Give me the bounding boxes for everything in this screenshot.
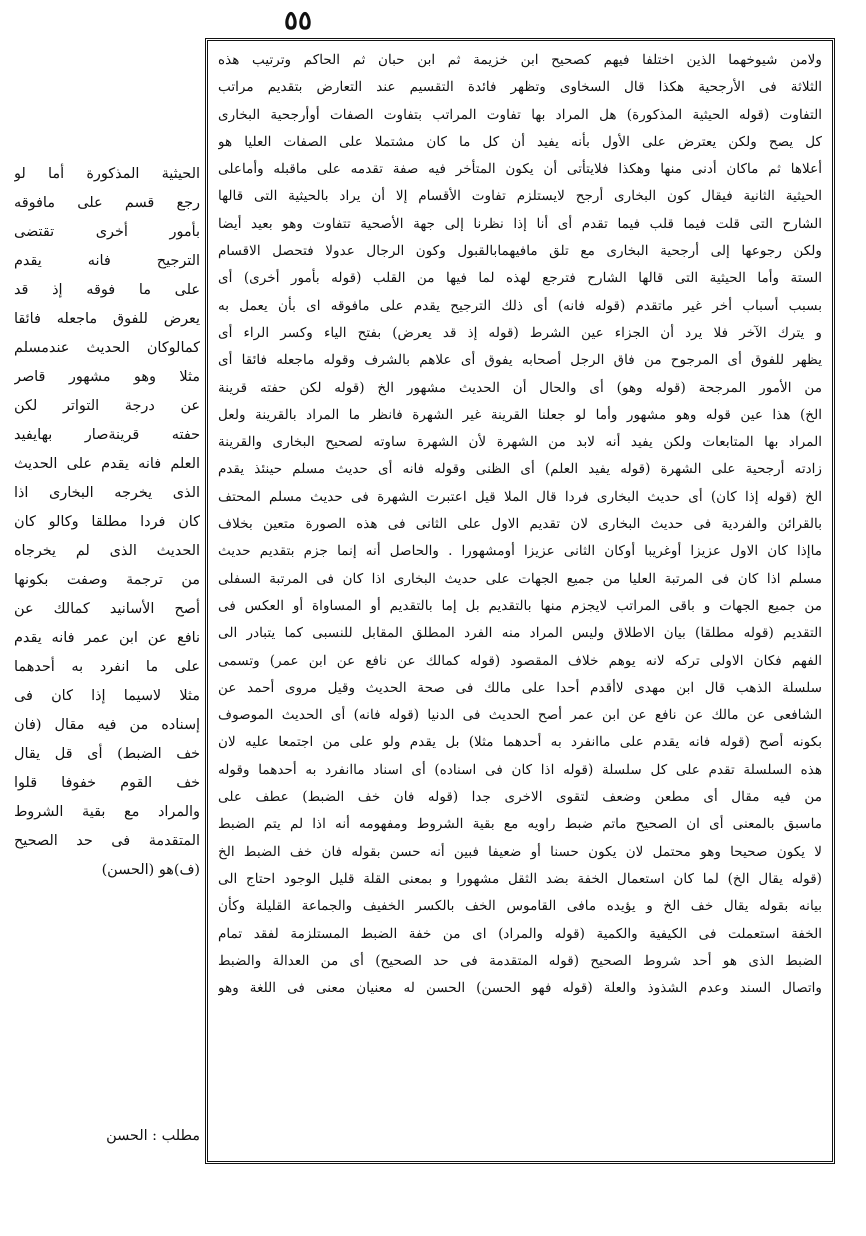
text-line <box>218 1002 822 1029</box>
text-line: الشارح التى قلت فيما قلب فيما تقدم أى أنا إذا نظرنا إلى جهة الأصحية تتفاوت وهو بعيد أيضا <box>218 215 822 232</box>
margin-line: الذى يخرجه البخارى اذا <box>14 485 200 501</box>
margin-line: والمراد مع بقية الشروط <box>14 804 200 820</box>
text-line: من جميع الجهات و باقى المراتب لايجزم منها بالتقديم بل إما بالتقديم أو المساواة أو العكس فى <box>218 597 822 614</box>
text-line: بالقرائن والفردية فى حديث البخارى لان تقديم الاول على الثانى فى هذه الصورة متعين بخلاف <box>218 516 822 533</box>
text-line: و يترك الآخر فلا يرد أن الجزاء عين الشرط (قوله إذ قد يعرض) بفتح الياء وكسر الراء أى <box>218 324 822 341</box>
margin-line: نافع عن ابن عمر فانه يقدم <box>14 630 200 646</box>
text-line: الشافعى عن مالك عن نافع عن ابن عمر أصح الحديث فى الدنيا (قوله فانه) أى الحديث الموصوف <box>218 707 822 724</box>
text-line: الخ) هذا عين قوله وهو مشهور وأما لو جعلنا القرينة غير الشهرة فانظر ما المراد بالقرينة ولعل <box>218 406 822 423</box>
main-commentary <box>218 47 822 1139</box>
margin-line: أصح الأسانيد كمالك عن <box>14 601 200 617</box>
margin-line: مثلا لاسيما إذا كان فى <box>14 688 200 704</box>
text-line: ولامن شيوخهما الذين اختلفا فيهم كصحيح ابن خزيمة ثم ابن حبان ثم الحاكم وترتيب هذه <box>218 52 822 68</box>
text-line: ولكن رجوعها إلى أرجحية البخارى مع تلق مافيهمابالقبول وكون الرجال عدولا فتحصل الاقسام <box>218 243 822 260</box>
margin-line: خف القوم خفوفا قلوا <box>14 775 200 791</box>
margin-line: العلم فانه يقدم على الحديث <box>14 456 200 472</box>
text-line: أعلاها ثم ماكان أدنى منها وهكذا فلايتأتى أن يكون المتأخر فيه صفة تقدمه على ماقبله وأماعلى <box>218 161 822 178</box>
text-line: الخفة استعملت فى الكيفية والكمية (قوله والمراد) اى من خفة الضبط المستلزمة لفقد تمام <box>218 925 822 942</box>
margin-line: (ف)هو (الحسن) <box>101 862 200 878</box>
text-line <box>218 1112 822 1139</box>
margin-line: حفته قرينةصار بهايفيد <box>14 427 200 443</box>
text-line: بكونه أصح (قوله فانه يقدم على ماانفرد به أحدهما مثلا) بل يقدم ولو على من اجتمعا عليه لان <box>218 734 822 751</box>
text-line: كل يصح ولكن يعترض على الأول بأنه يفيد أن كل ما كان مشتملا على الصفات العليا هو <box>218 133 822 150</box>
text-line: لا يكون صحيحا وهو محتمل لان يكون حسنا أو ضعيفا فبين أنه حسن بقوله فان خف الضبط الخ <box>218 843 822 860</box>
margin-line: الترجيح فانه يقدم <box>14 253 200 269</box>
text-line: الستة وأما الحيثية التى قالها الشارح فترجع لهذه لما فيها من القلب (قوله بأمور أخرى) أى <box>218 270 822 287</box>
margin-line: على ما انفرد به أحدهما <box>14 659 200 675</box>
text-line: واتصال السند وعدم الشذوذ والعلة (قوله فهو الحسن) الحسن له معنيان معنى فى اللغة وهو <box>218 980 822 997</box>
page-number: ٥٥ <box>284 6 312 36</box>
main-text-frame <box>205 38 835 1164</box>
text-line: (قوله يقال الخ) لما كان استعمال الخفة بضد الثقل مشهورا و بمعنى القلة قليل الوجود احتاج الى <box>218 870 822 887</box>
margin-line: عن درجة التواتر لكن <box>14 398 200 414</box>
text-line: بسبب أسباب أخر غير ماتقدم (قوله فانه) أى ذلك الترجيح يقدم على مافوقه اى بأن يعمل به <box>218 297 822 314</box>
margin-line: مثلا وهو مشهور قاصر <box>14 369 200 385</box>
text-line <box>218 1030 822 1057</box>
margin-line: من ترجمة وصفت بكونها <box>14 572 200 588</box>
margin-line: الحيثية المذكورة أما لو <box>14 166 200 182</box>
margin-line: كان فردا مطلقا وكالو كان <box>14 514 200 530</box>
margin-line: المتقدمة فى حد الصحيح <box>14 833 200 849</box>
text-line <box>218 1057 822 1084</box>
text-line: الخ (قوله إذا كان) أى حديث البخارى فردا قال الملا قيل اعتبرت الشهرة فى حديث مسلم المحتف <box>218 488 822 505</box>
text-line: من الأمور المرجحة (قوله وهو) أى والحال أن الحديث مشهور الخ (قوله لكن حفته قرينة <box>218 379 822 396</box>
margin-line: الحديث الذى لم يخرجاه <box>14 543 200 559</box>
text-line: سلسلة الذهب قال ابن مهدى لاأقدم أحدا على مالك فى صحة الحديث وقيل مروى أحمد عن <box>218 679 822 696</box>
text-line: يظهر للفوق أى المرجوح من فاق الرجل أصحابه يفوق أى علاهم بالشرف وقوله ماجعله فائقا أى <box>218 352 822 369</box>
text-line: ماإذا كان الاول عزيزا أوغريبا أوكان الثانى عزيزا أومشهورا . والحاصل أنه إنما جزم بتقديم حديث <box>218 543 822 560</box>
text-line: الفهم فكان الاولى تركه لانه يوهم خلاف المقصود (قوله كمالك عن نافع عن ابن عمر) وتسمى <box>218 652 822 669</box>
text-line: من فيه مقال أى مطعن وضعف لتقوى الاخرى جدا (قوله فان خف الضبط) عطف على <box>218 789 822 806</box>
margin-line: كمالوكان الحديث عندمسلم <box>14 340 200 356</box>
margin-line: رجع قسم على مافوقه <box>14 195 200 211</box>
margin-section-heading: مطلب : الحسن <box>106 1128 200 1144</box>
text-line: الحيثية الثانية فيقال كون البخارى أرجح لايستلزم تفاوت الأقسام إلا أن يراد بالحيثية التى قالها <box>218 188 822 205</box>
margin-line: خف الضبط) أى قل يقال <box>14 746 200 762</box>
text-line: التقديم (قوله مطلقا) بيان الاطلاق وليس المراد منه الفرد المطلق المقابل للنسبى كما يتبادر الى <box>218 625 822 642</box>
text-line: بيانه بقوله يقال خف الخ و يؤيده مافى القاموس الخف بالكسر الخفيف والجماعة القليلة وكأن <box>218 898 822 915</box>
text-line <box>218 1084 822 1111</box>
text-line: مسلم اذا كان فى المرتبة العليا من جميع الجهات على حديث البخارى اذا كان فى المرتبة السفلى <box>218 570 822 587</box>
text-line: زادته أرجحية على الشهرة (قوله يفيد العلم) أى الظنى وقوله فانه أى حديث مسلم حينئذ يقدم <box>218 461 822 478</box>
text-line: هذه السلسلة تقدم على كل سلسلة (قوله اذا كان فى اسناده) أى اسناد ماانفرد به أحدهما وقوله <box>218 761 822 778</box>
margin-line: على ما فوقه إذ قد <box>14 282 200 298</box>
text-line: المراد بها المتابعات ولكن يفيد أنه لابد من الشهرة لأن الشهرة ساوته لصحيح البخارى والقرينة <box>218 434 822 451</box>
margin-commentary <box>14 160 200 885</box>
margin-line: يعرض للفوق ماجعله فائقا <box>14 311 200 327</box>
margin-line: بأمور أخرى تقتضى <box>14 224 200 240</box>
text-line: ماسبق بالمعنى أى ان الصحيح ماتم ضبط راويه مع بقية الشروط ومفهومه أنه اذا لم يتم الضبط <box>218 816 822 833</box>
margin-line: إسناده من فيه مقال (فان <box>14 717 200 733</box>
text-line: التفاوت (قوله الحيثية المذكورة) هل المراد بها تفاوت المراتب بتفاوت الصفات أوأرجحية البخارى <box>218 106 822 123</box>
text-line: الثلاثة فى الأرجحية هكذا قال السخاوى وتظهر فائدة التقسيم عند التعارض بتقديم مراتب <box>218 79 822 96</box>
text-line: الضبط الذى هو أحد شروط الصحيح (قوله المتقدمة فى حد الصحيح) أى من العدالة والضبط <box>218 952 822 969</box>
